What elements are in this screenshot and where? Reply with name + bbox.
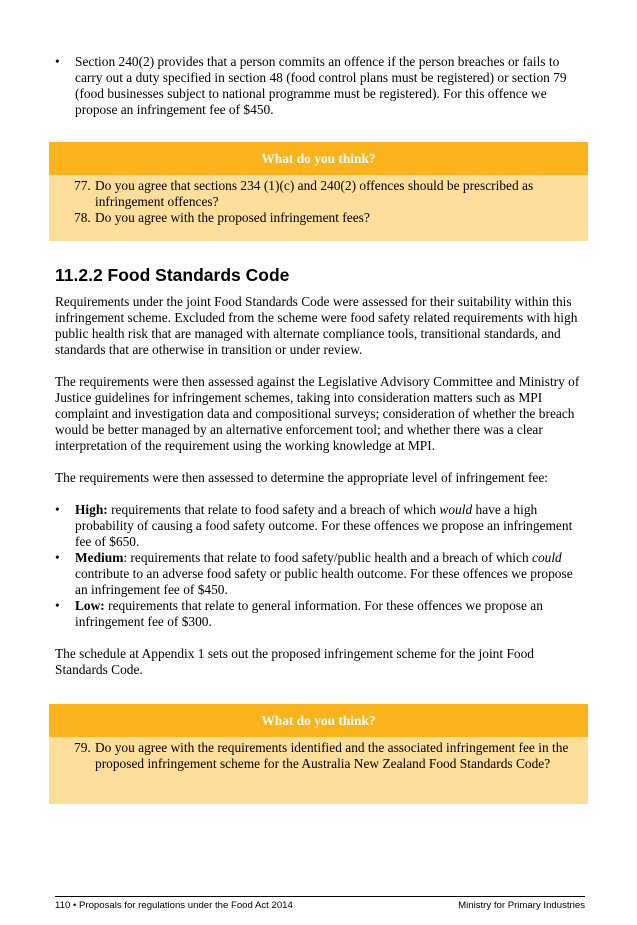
bullet-marker: • bbox=[55, 550, 60, 565]
fee-level-label: High: bbox=[75, 502, 108, 517]
question-number: 78. bbox=[74, 210, 91, 225]
fee-level-text: High: requirements that relate to food safety and a breach of which would have a high probability of causing a food safety outcome. For these offences we propose an infringement fee of $650. bbox=[75, 502, 573, 549]
box-header: What do you think? bbox=[49, 142, 588, 175]
fee-level-label: Medium bbox=[75, 550, 124, 565]
footer-page-info: 110 • Proposals for regulations under the Food Act 2014 bbox=[55, 900, 293, 911]
footer-divider bbox=[55, 896, 585, 897]
fee-level-text: Medium: requirements that relate to food safety/public health and a breach of which could contribute to an adverse food safety or public health outcome. For these offences we propose an infringement fee of $450. bbox=[75, 550, 573, 597]
section-heading: 11.2.2 Food Standards Code bbox=[55, 265, 290, 285]
bullet-marker: • bbox=[55, 598, 60, 613]
question-number: 79. bbox=[74, 740, 91, 755]
question-text: Do you agree that sections 234 (1)(c) and 240(2) offences should be prescribed as infringement offences? bbox=[95, 178, 534, 209]
box-body bbox=[49, 737, 588, 804]
question-text: Do you agree with the requirements identified and the associated infringement fee in the proposed infringement scheme for the Australia New Zealand Food Standards Code? bbox=[95, 740, 569, 771]
paragraph: Requirements under the joint Food Standards Code were assessed for their suitability within this infringement scheme. Excluded from the scheme were food safety related requirements with high public health risk that are managed with alternate compliance tools, transitional standards, and standards that are otherwise in transition or under review. bbox=[55, 294, 578, 357]
question-text: Do you agree with the proposed infringement fees? bbox=[95, 210, 370, 225]
fee-level-text: Low: requirements that relate to general information. For these offences we propose an infringement fee of $300. bbox=[75, 598, 543, 629]
bullet-text: Section 240(2) provides that a person commits an offence if the person breaches or fails to carry out a duty specified in section 48 (food control plans must be registered) or section 79 (food businesses subject to national programme must be registered). For this offence we propose an infringement fee of $450. bbox=[75, 54, 567, 117]
box-header: What do you think? bbox=[49, 704, 588, 737]
fee-level-label: Low: bbox=[75, 598, 105, 613]
paragraph: The requirements were then assessed to determine the appropriate level of infringement fee: bbox=[55, 470, 549, 485]
paragraph: The schedule at Appendix 1 sets out the proposed infringement scheme for the joint Food Standards Code. bbox=[55, 646, 534, 677]
bullet-marker: • bbox=[55, 502, 60, 517]
what-do-you-think-box bbox=[49, 704, 588, 804]
bullet-marker: • bbox=[55, 54, 60, 69]
question-number: 77. bbox=[74, 178, 91, 193]
paragraph: The requirements were then assessed against the Legislative Advisory Committee and Ministry of Justice guidelines for infringement schemes, taking into consideration matters such as MPI complaint and investigation data and compositional surveys; consideration of whether the breach would be better managed by an alternative enforcement tool; and whether there was a clear interpretation of the requirement using the working knowledge at MPI. bbox=[55, 374, 580, 453]
what-do-you-think-box bbox=[49, 142, 588, 241]
footer-publisher: Ministry for Primary Industries bbox=[458, 900, 585, 911]
box-body bbox=[49, 175, 588, 241]
